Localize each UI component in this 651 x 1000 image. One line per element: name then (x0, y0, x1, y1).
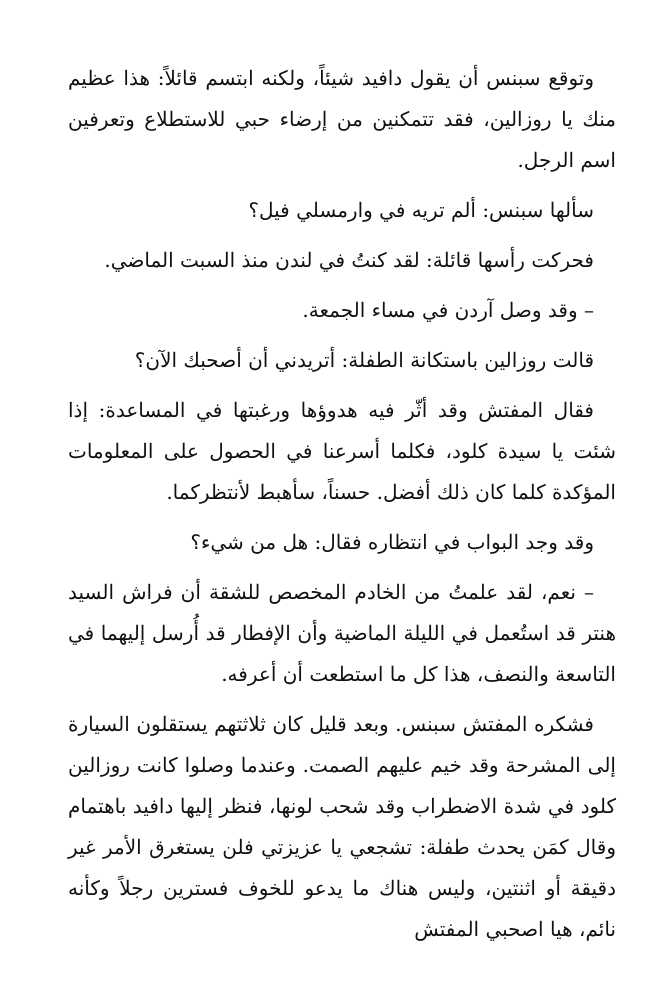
paragraph-4: – وقد وصل آردن في مساء الجمعة. (302, 298, 594, 322)
paragraph-2: سألها سبنس: ألم تريه في وارمسلي فيل؟ (248, 198, 594, 222)
paragraph-3: فحركت رأسها قائلة: لقد كنتُ في لندن منذ السبت الماضي. (104, 248, 594, 272)
page-text-column (68, 58, 616, 959)
paragraph-7: وقد وجد البواب في انتظاره فقال: هل من شيء؟ (190, 530, 594, 554)
paragraph-9: فشكره المفتش سبنس. وبعد قليل كان ثلاثتهم يستقلون السيارة إلى المشرحة وقد خيم عليهم الصمت. وعندما وصلوا كانت روزالين كلود في شدة الاضطراب وقد شحب لونها، فنظر إليها دافيد باهتمام وقال كمَن يحدث طفلة: تشجعي يا عزيزتي فلن يستغرق الأمر غير دقيقة أو اثنتين، وليس هناك ما يدعو للخوف فسترين رجلاً وكأنه نائم، هيا اصحبي المفتش (68, 712, 616, 941)
paragraph-8: – نعم، لقد علمتُ من الخادم المخصص للشقة أن فراش السيد هنتر قد استُعمل في الليلة الماضية وأن الإفطار قد أُرسل إليهما في التاسعة والنصف، هذا كل ما استطعت أن أعرفه. (68, 580, 616, 686)
paragraph-1: وتوقع سبنس أن يقول دافيد شيئاً، ولكنه ابتسم قائلاً: هذا عظيم منك يا روزالين، فقد تتمكنين من إرضاء حبي للاستطلاع وتعرفين اسم الرجل. (68, 66, 616, 172)
paragraph-6: فقال المفتش وقد أثّر فيه هدوؤها ورغبتها في المساعدة: إذا شئت يا سيدة كلود، فكلما أسرعنا في الحصول على المعلومات المؤكدة كلما كان ذلك أفضل. حسناً، سأهبط لأنتظركما. (68, 398, 616, 504)
paragraph-5: قالت روزالين باستكانة الطفلة: أتريدني أن أصحبك الآن؟ (134, 348, 594, 372)
